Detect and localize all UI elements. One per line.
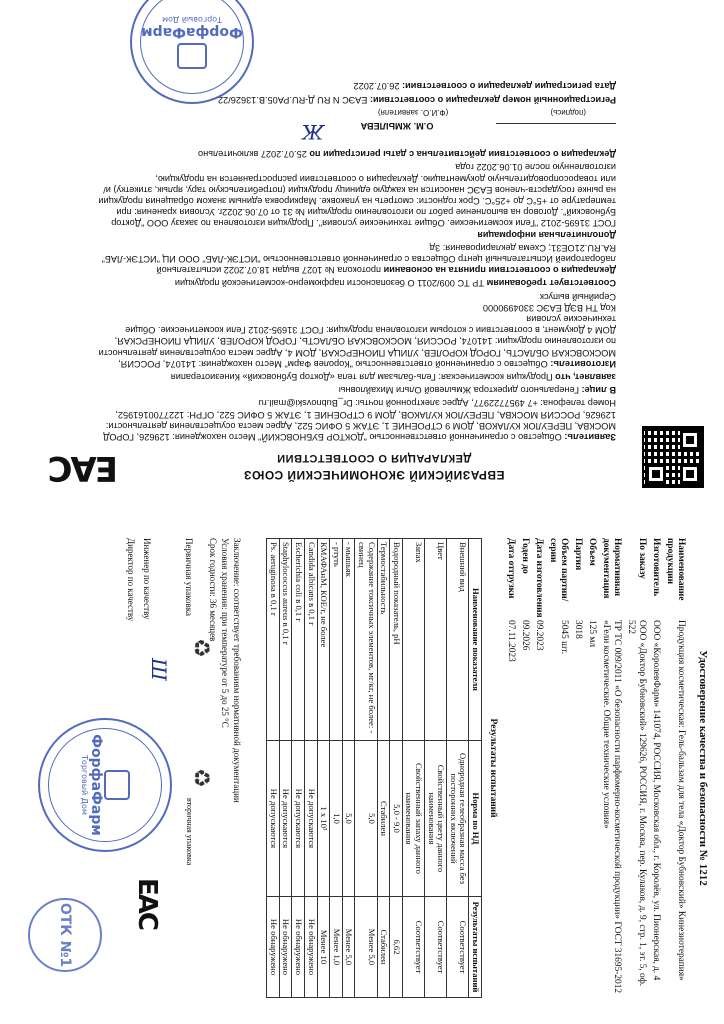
table-cell: Менее 10 bbox=[317, 897, 330, 998]
package-text: Первичная упаковка bbox=[184, 538, 194, 616]
cert-row: Годен до 09.2026 bbox=[520, 538, 530, 651]
table-cell: - ртуть bbox=[330, 539, 343, 741]
basis-text: протокола № 1027 выдан 18.07.2022 испытательной лабораторией Испытательный центр Общества с ограниченной ответственностью "ИСТЭК-ЛАБ" ООО ИЦ "ИСТЭК-ЛАБ" RA.RU.21ОЕ31; Схема декларирования: 3д bbox=[101, 242, 616, 276]
signature-mark-cert: Ш bbox=[147, 658, 171, 681]
table-row bbox=[425, 539, 447, 998]
signer-row bbox=[96, 120, 616, 134]
code-text: Код ТН ВЭД ЕАЭС 3304990000 bbox=[482, 302, 616, 313]
table-cell: Не допускаются bbox=[279, 740, 292, 896]
certificate-page bbox=[0, 512, 724, 1024]
table-cell: Внешний вид bbox=[447, 539, 469, 741]
table-cell: 1 х 10³ bbox=[317, 740, 330, 896]
cert-row: Изготовитель ООО «КоролевФарм» 141074, РОССИЯ, Московская обл., г. Королёв, ул. Пионерская, д. 4 bbox=[651, 538, 661, 981]
table-cell: КМАФАнМ, КОЕ/г, не более bbox=[317, 539, 330, 741]
table-header-row: Наименование показателя Норма по НД Результаты испытаний bbox=[469, 539, 482, 998]
person-text: Генерального директора Жмылевой Ольги Михайловны bbox=[338, 385, 579, 396]
table-cell: Соответствует bbox=[425, 897, 447, 998]
storage-text: Условия хранения: при температуре от 5 до 25 °С bbox=[220, 538, 230, 728]
sign-quality-engineer: Инженер по качеству bbox=[142, 538, 152, 620]
person-section: В лице: Генерального директора Жмылевой Ольги Михайловны bbox=[338, 385, 616, 396]
table-row bbox=[330, 539, 343, 998]
table-cell: Не обнаружено bbox=[305, 897, 318, 998]
table-cell: 5,0 bbox=[342, 740, 355, 896]
reg-date-row: Дата регистрации декларации о соответствии: 26.07.2022 bbox=[353, 81, 616, 92]
table-cell: Стабилен bbox=[377, 740, 390, 896]
table-row bbox=[305, 539, 318, 998]
extra-section: Дополнительная информация ГОСТ 31695-2012 "Гели косметические. Общие технические условия". Продукция изготовлена по заказу ООО "Доктор Бубновский". Договор на выполнение работ по изготовлению продукции № 31 от 07.06.2022г. Условия хранения: при температуре от +5°С до +25°С. Срок годности: смотреть на упаковке. Маркировка единым знаком обращения продукции на рынке государств-членов ЕАЭС наносится на каждую единицу продукции (потребительскую тару, ярлык, этикетку) и/или товаросопроводительную документацию. Декларация о соответствии распространяется на продукцию, изготовленную после 01.06.2022 года bbox=[98, 162, 616, 240]
table-row bbox=[342, 539, 355, 998]
cert-row: Объем партии/серии 5045 шт. bbox=[548, 538, 569, 655]
signer-name: О.М. ЖМЫЛЕВА bbox=[360, 120, 434, 131]
shelf-life-text: Срок годности: 36 месяцев bbox=[208, 538, 218, 642]
table-cell: Не обнаружено bbox=[267, 897, 280, 998]
table-cell: Свойственный цвету данного наименования bbox=[425, 740, 447, 896]
union-title: ЕВРАЗИЙСКИЙ ЭКОНОМИЧЕСКИЙ СОЮЗ bbox=[243, 468, 505, 482]
valid-text: 25.07.2027 включительно bbox=[198, 149, 307, 160]
requirements-section: Соответствует требованиям ТР ТС 009/2011 О безопасности парфюмерно-косметической продукции bbox=[174, 278, 616, 289]
recycle-icon-2: ♻ bbox=[188, 768, 213, 788]
conclusion-text: Заключение: соответствует требованиям нормативной документации bbox=[232, 538, 242, 803]
results-title: Результаты испытаний bbox=[488, 718, 498, 818]
cert-row: Партия 3018 bbox=[573, 538, 583, 639]
cert-row: По заказу ООО «Доктор Бубновский» 129626, РОССИЯ, г. Москва, пер. Кулаков, д. 9, стр. 1, эт. 5, оф. 522 bbox=[626, 538, 647, 987]
table-cell: Staphylococcus aureus в 0,1 г bbox=[279, 539, 292, 741]
basis-section: Декларация о соответствии принята на основании протокола № 1027 выдан 18.07.2022 испытательной лабораторией Испытательный центр Общества с ограниченной ответственностью "ИСТЭК-ЛАБ" ООО ИЦ "ИСТЭК-ЛАБ" RA.RU.21ОЕ31; Схема декларирования: 3д bbox=[101, 242, 616, 276]
table-cell: Свойственный запаху данного наименования bbox=[402, 740, 424, 896]
table-cell: Стабилен bbox=[377, 897, 390, 998]
sign-quality-director: Директор по качеству bbox=[126, 538, 136, 622]
signer-captions: (подпись) (Ф.И.О. заявителя) bbox=[377, 107, 586, 117]
cert-row: Нормативная документация ТР ТС 009/2011 «О безопасности парфюмерно-косметической продукции» ГОСТ 31695-2012 «Гели косметические. Общие технические условия» bbox=[601, 538, 622, 994]
table-cell: Запах bbox=[402, 539, 424, 741]
table-cell: Однородная гелеобразная масса без посторонних включений bbox=[447, 740, 469, 896]
table-cell: Термостабильность bbox=[377, 539, 390, 741]
table-cell: Содержание токсичных элементов, мг/кг, не более: - свинец bbox=[355, 539, 377, 741]
table-row bbox=[267, 539, 280, 998]
reg-number-row: Регистрационный номер декларации о соответствии: ЕАЭС N RU Д-RU.РА05.В.13626/22 bbox=[217, 94, 616, 105]
qr-code-icon bbox=[642, 426, 704, 488]
table-cell: Соответствует bbox=[447, 897, 469, 998]
table-cell: Водородный показатель, pH bbox=[390, 539, 403, 741]
table-cell: Ps. aeruginosa в 0,1 г bbox=[267, 539, 280, 741]
table-cell: 6,62 bbox=[390, 897, 403, 998]
requirements-text: ТР ТС 009/2011 О безопасности парфюмерно-косметической продукции bbox=[174, 278, 484, 289]
eac-logo: EAC bbox=[49, 448, 118, 488]
declares-text: Продукция косметическая: Гель-бальзам для тела «Доктор Бубновский» Кинезиотерапия bbox=[170, 371, 553, 382]
otk-stamp: ОТК №1 bbox=[28, 898, 102, 972]
reg-date: 26.07.2022 bbox=[353, 81, 400, 92]
table-row bbox=[292, 539, 305, 998]
package-note: вторичная упаковка bbox=[185, 798, 194, 866]
cert-row: Объем 125 мл bbox=[587, 538, 597, 648]
certificate-content bbox=[12, 518, 712, 1018]
table-cell: 5,0 bbox=[355, 740, 377, 896]
table-row bbox=[390, 539, 403, 998]
reg-number: ЕАЭС N RU Д-RU.РА05.В.13626/22 bbox=[217, 94, 368, 105]
table-cell: Не допускаются bbox=[267, 740, 280, 896]
table-row bbox=[377, 539, 390, 998]
company-stamp-decl: ФорфаФарм Торговый Дом bbox=[130, 0, 254, 104]
table-cell: 5,0 - 9,0 bbox=[390, 740, 403, 896]
signature-mark: Ж bbox=[301, 120, 324, 144]
doc-text: Документ, в соответствии с которым изготовлена продукция: ГОСТ 31695-2012 Гели косметические. Общие технические условия bbox=[125, 313, 616, 336]
table-cell: Candida albicans в 0,1 г bbox=[305, 539, 318, 741]
cert-row: Дата изготовления 09.2023 bbox=[534, 538, 544, 651]
table-cell: Цвет bbox=[425, 539, 447, 741]
applicant-section: Заявитель: Общество с ограниченной ответственностью "ДОКТОР БУБНОВСКИЙ" Место нахождения: 129626, ГОРОД МОСКВА, ПЕРЕУЛОК КУЛАКОВ, ДОМ 9 СТРОЕНИЕ 1, ЭТАЖ 5 ОФИС 522, Адрес места осуществления деятельности: 129626, РОССИЯ МОСКВА, ПЕРЕУЛОК КУЛАКОВ, ДОМ 9 СТРОЕНИЕ 1, ЭТАЖ 5 ОФИС 522, ОГРН: 1227700161952, Номер телефона: +7 4957722977, Адрес электронной почты: Dr_Bubnovski@mail.ru bbox=[103, 398, 616, 442]
results-body bbox=[267, 539, 469, 998]
valid-section: Декларация о соответствии действительна с даты регистрации по 25.07.2027 включительно bbox=[198, 149, 616, 160]
recycle-icon: ♻ bbox=[188, 638, 213, 658]
applicant-text: Общество с ограниченной ответственностью "ДОКТОР БУБНОВСКИЙ" Место нахождения: 129626, ГОРОД МОСКВА, ПЕРЕУЛОК КУЛАКОВ, ДОМ 9 СТРОЕНИЕ 1, ЭТАЖ 5 ОФИС 522, Адрес места осуществления деятельности: 129626, РОССИЯ МОСКВА, ПЕРЕУЛОК КУЛАКОВ, ДОМ 9 СТРОЕНИЕ 1, ЭТАЖ 5 ОФИС 522, ОГРН: 1227700161952, Номер телефона: +7 4957722977, Адрес электронной почты: Dr_Bubnovski@mail.ru bbox=[103, 398, 616, 442]
cert-row: Наименование продукции Продукция косметическая: Гель-бальзам для тела «Доктор Бубновский» Кинезиотерапия» bbox=[665, 538, 686, 981]
declaration-page bbox=[0, 0, 724, 505]
table-row bbox=[447, 539, 469, 998]
table-cell: Менее 5,0 bbox=[355, 897, 377, 998]
table-cell: Менее 5,0 bbox=[342, 897, 355, 998]
table-row bbox=[355, 539, 377, 998]
certificate-title: Удостоверение качества и безопасности № 1212 bbox=[697, 650, 709, 886]
table-cell: - мышьяк bbox=[342, 539, 355, 741]
table-cell: 1,0 bbox=[330, 740, 343, 896]
table-cell: Не допускаются bbox=[292, 740, 305, 896]
maker-text: Общество с ограниченной ответственностью "Королев Фарм" Место нахождения: 141074, РОССИЯ, МОСКОВСКАЯ ОБЛАСТЬ, ГОРОД КОРОЛЕВ, УЛИЦА ПИОНЕРСКАЯ, ДОМ 4, Адрес места осуществления деятельности по изготовлению продукции: 141074, РОССИЯ, МОСКОВСКАЯ ОБЛАСТЬ, ГОРОД КОРОЛЕВ, УЛИЦА ПИОНЕРСКАЯ, ДОМ 4 bbox=[98, 325, 616, 369]
declaration-title: ДЕКЛАРАЦИЯ О СООТВЕТСТВИИ bbox=[276, 452, 472, 464]
table-cell: Escherichia coli в 0,1 г bbox=[292, 539, 305, 741]
serial-text: Серийный выпуск bbox=[539, 291, 616, 302]
certificate-rows bbox=[502, 538, 686, 998]
table-row bbox=[317, 539, 330, 998]
declares-section: заявляет, что Продукция косметическая: Гель-бальзам для тела «Доктор Бубновский» Кинезиотерапия bbox=[170, 371, 616, 382]
declaration-content bbox=[0, 0, 724, 504]
table-cell: Не обнаружено bbox=[279, 897, 292, 998]
table-cell: Не обнаружено bbox=[292, 897, 305, 998]
table-row bbox=[279, 539, 292, 998]
declaration-body bbox=[96, 78, 616, 442]
table-cell: Менее 1,0 bbox=[330, 897, 343, 998]
table-cell: Не допускаются bbox=[305, 740, 318, 896]
maker-section: Изготовитель: Общество с ограниченной ответственностью "Королев Фарм" Место нахождения: 141074, РОССИЯ, МОСКОВСКАЯ ОБЛАСТЬ, ГОРОД КОРОЛЕВ, УЛИЦА ПИОНЕРСКАЯ, ДОМ 4, Адрес места осуществления деятельности по изготовлению продукции: 141074, РОССИЯ, МОСКОВСКАЯ ОБЛАСТЬ, ГОРОД КОРОЛЕВ, УЛИЦА ПИОНЕРСКАЯ, ДОМ 4 Документ, в соответствии с которым изготовлена продукция: ГОСТ 31695-2012 Гели косметические. Общие технические условия Код ТН ВЭД ЕАЭС 3304990000 Серийный выпуск bbox=[98, 291, 616, 369]
table-row bbox=[402, 539, 424, 998]
signature-line bbox=[496, 123, 616, 134]
cert-row: Дата отгрузки 07.11.2023 bbox=[506, 538, 516, 662]
table-cell: Соответствует bbox=[402, 897, 424, 998]
company-stamp-cert: ФорфаФарм Торговый Дом bbox=[38, 718, 172, 852]
results-table bbox=[266, 538, 482, 998]
extra-text: ГОСТ 31695-2012 "Гели косметические. Общие технические условия". Продукция изготовлена по заказу ООО "Доктор Бубновский". Договор на выполнение работ по изготовлению продукции № 31 от 07.06.2022г. Условия хранения: при температуре от +5°С до +25°С. Срок годности: смотреть на упаковке. Маркировка единым знаком обращения продукции на рынке государств-членов ЕАЭС наносится на каждую единицу продукции (потребительскую тару, ярлык, этикетку) и/или товаросопроводительную документацию. Декларация о соответствии распространяется на продукцию, изготовленную после 01.06.2022 года bbox=[98, 162, 616, 229]
eac-logo-cert: EAC bbox=[132, 878, 162, 929]
